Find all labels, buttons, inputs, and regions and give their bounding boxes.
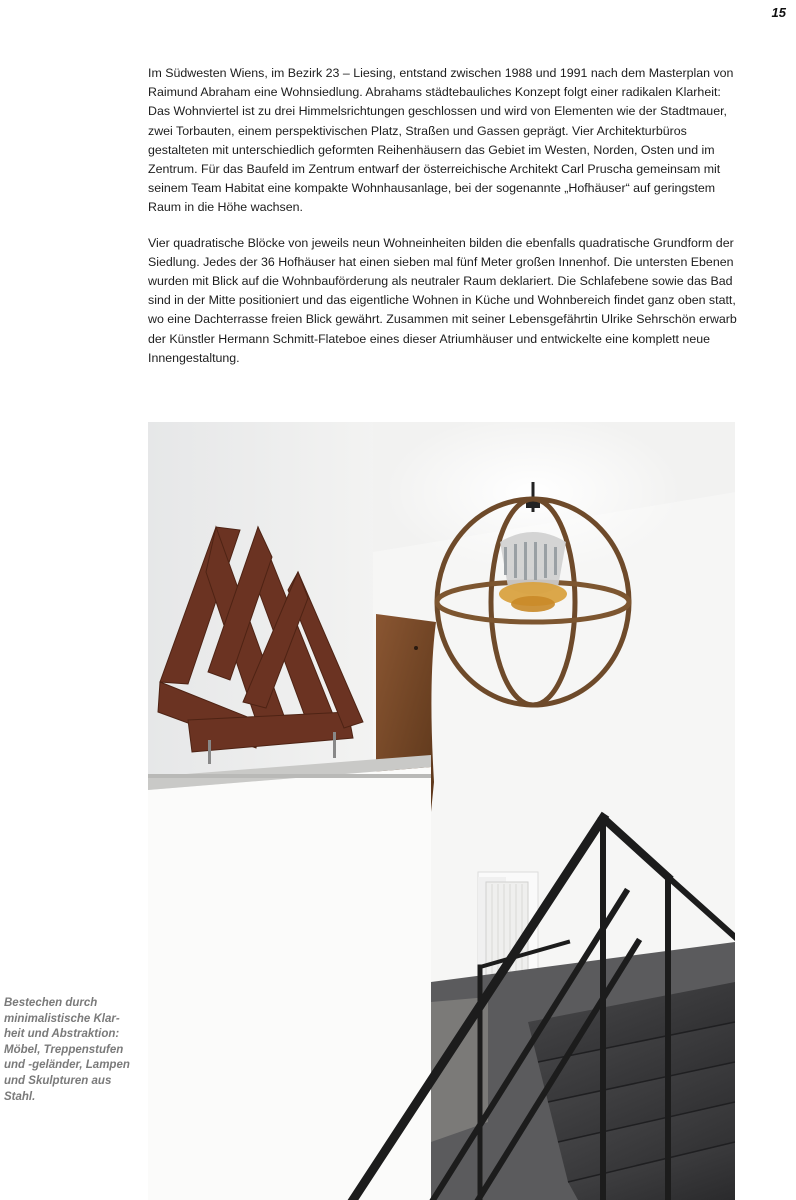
paragraph-1: Im Südwesten Wiens, im Bezirk 23 – Liesing, entstand zwischen 1988 und 1991 nach dem Masterplan von Raimund Abraham eine Wohnsiedlung. Abrahams städtebauliches Konzept folgt einer radikalen Klarheit: Das Wohnviertel ist zu drei Himmelsrichtungen geschlossen und wird von Elementen wie der Stadtmauer, zwei Torbauten, einem perspektivischen Platz, Straßen und Gassen geprägt. Vier Architekturbüros gestalteten mit unterschiedlich geformten Reihenhäusern das Gebiet im Westen, Norden, Osten und im Zentrum. Für das Baufeld im Zentrum entwarf der österreichische Architekt Carl Pruscha gemeinsam mit seinem Team Habitat eine kompakte Wohnhausanlage, bei der sogenannte „Hofhäuser“ auf geringstem Raum in die Höhe wachsen. (148, 66, 734, 215)
caption-line: Stahl. (4, 1090, 36, 1103)
page-number: 15 (771, 5, 786, 20)
photo-illustration (148, 422, 735, 1200)
interior-photo (148, 422, 735, 1200)
photo-caption (4, 996, 144, 1105)
caption-line: und -geländer, Lampen (4, 1059, 130, 1072)
caption-line: Möbel, Treppenstufen (4, 1043, 124, 1056)
caption-line: minimalistische Klar- (4, 1012, 120, 1025)
caption-line: und Skulpturen aus (4, 1074, 112, 1087)
article-body (148, 64, 738, 384)
paragraph-2: Vier quadratische Blöcke von jeweils neun Wohneinheiten bilden die ebenfalls quadratische Grundform der Siedlung. Jedes der 36 Hofhäuser hat einen sieben mal fünf Meter großen Innenhof. Die untersten Ebenen wurden mit Blick auf die Wohnbauförderung als neutraler Raum deklariert. Die Schlafebene sowie das Bad sind in der Mitte positioniert und das eigentliche Wohnen in Küche und Wohnbereich findet ganz oben statt, wo eine Dachterrasse freien Blick gewährt. Zusammen mit seiner Lebensgefährtin Ulrike Sehrschön erwarb der Künstler Hermann Schmitt-Flateboe eines dieser Atriumhäuser und entwickelte eine komplett neue Innengestaltung. (148, 235, 737, 365)
caption-line: heit und Abstraktion: (4, 1028, 120, 1041)
caption-line: Bestechen durch (4, 997, 98, 1009)
